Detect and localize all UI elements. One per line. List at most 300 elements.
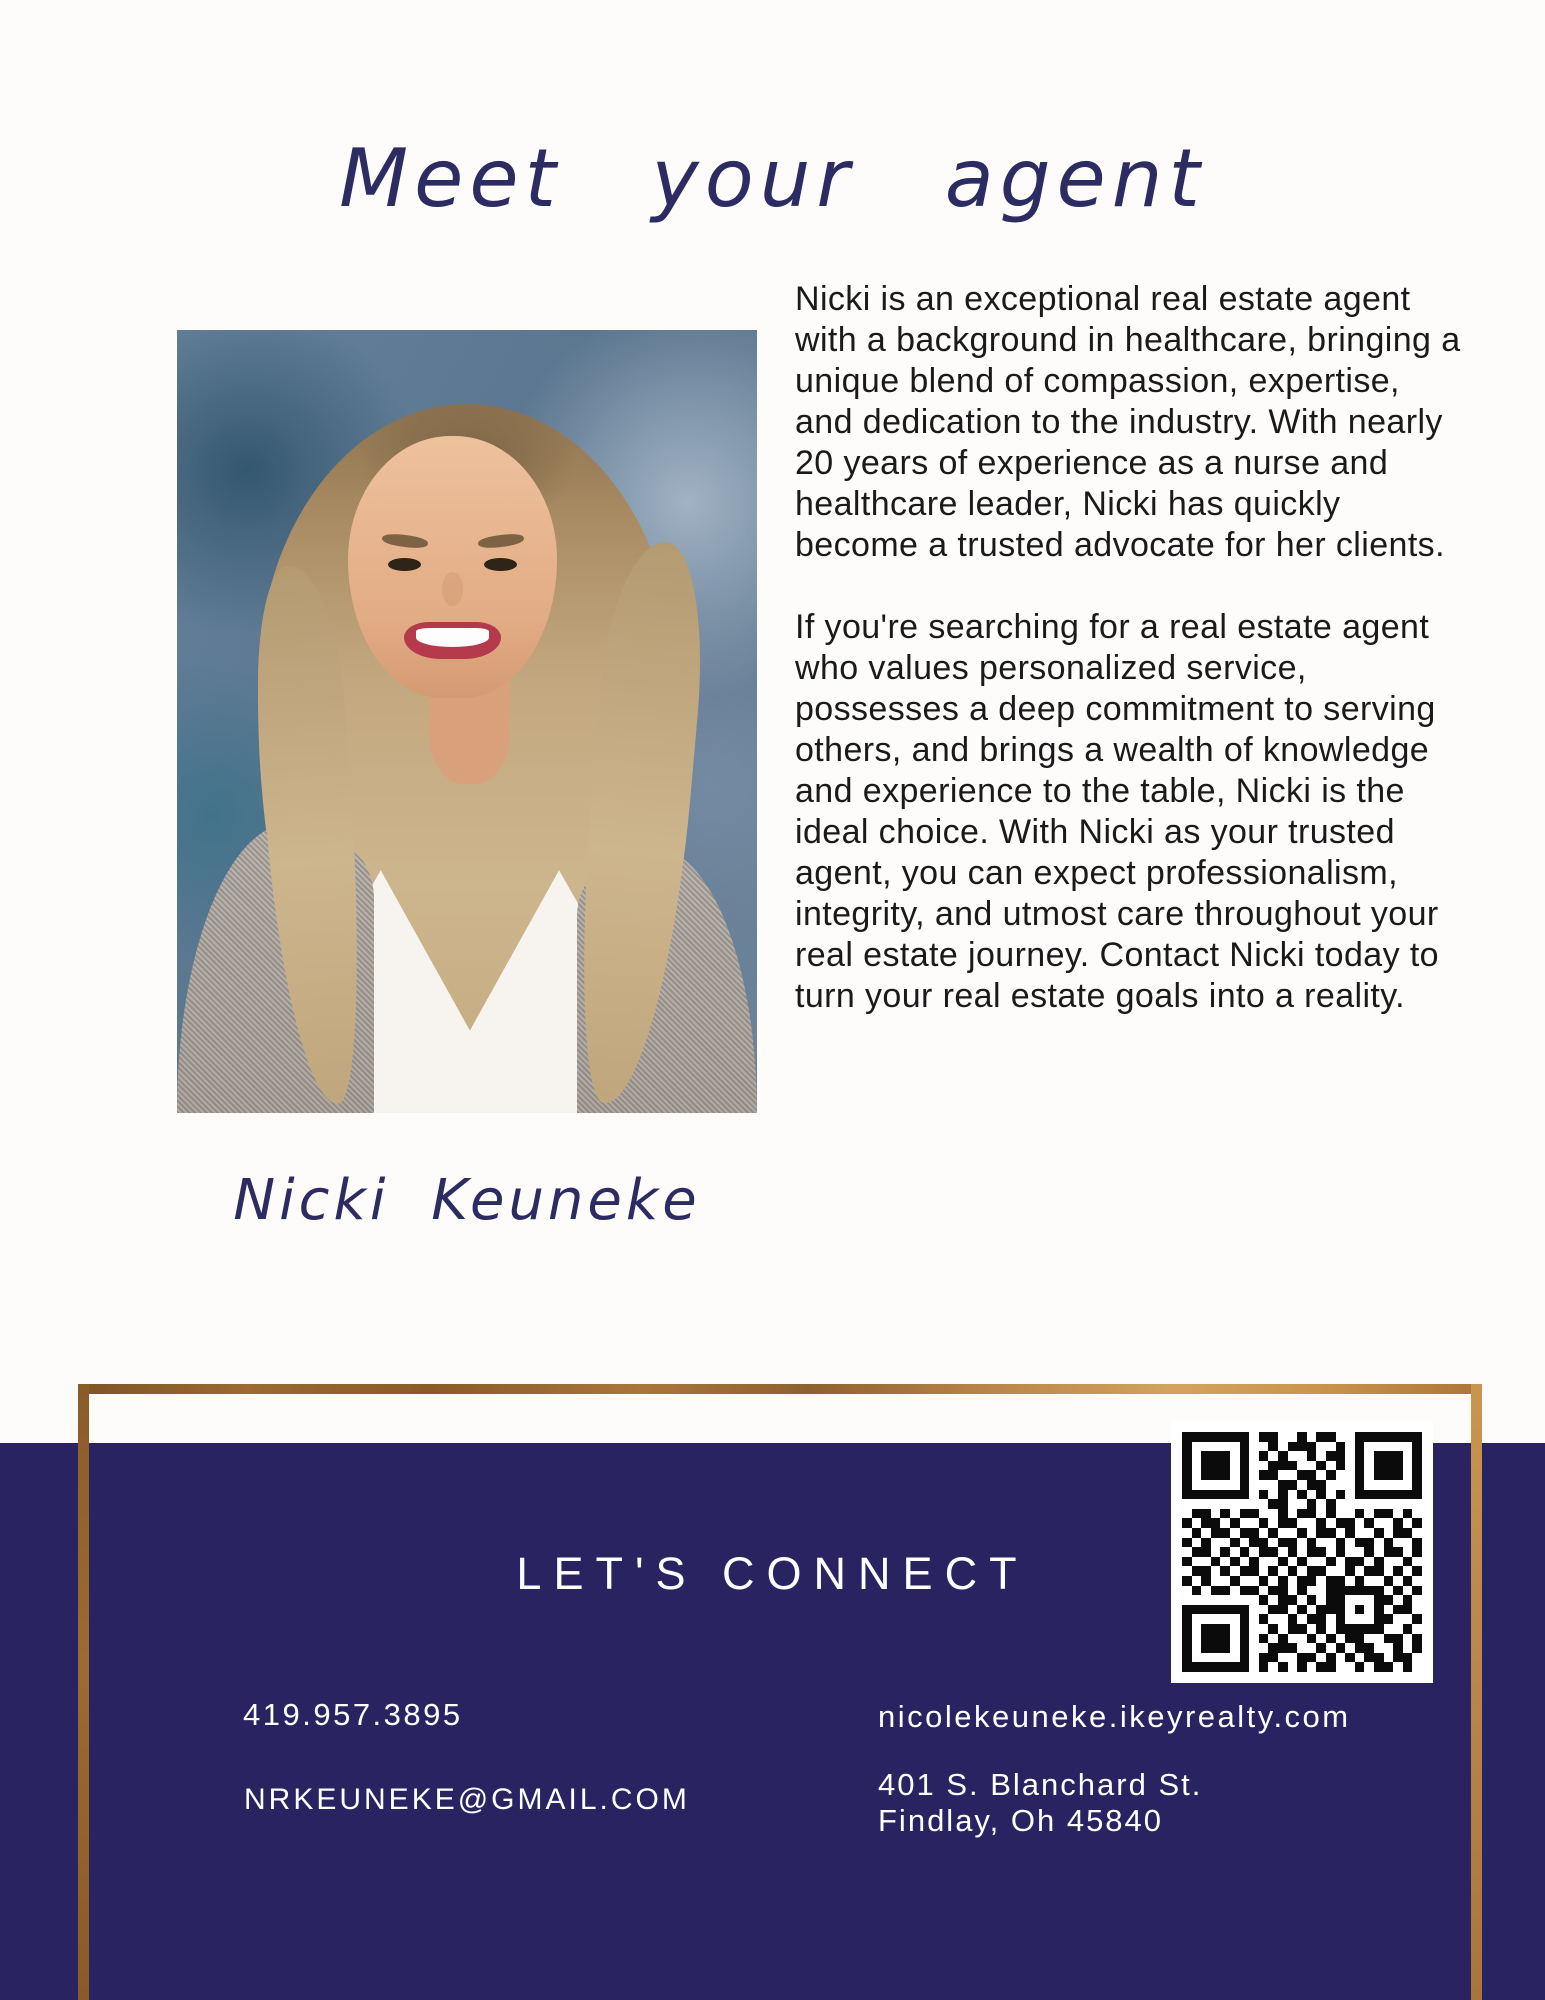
- qr-module: [1259, 1643, 1269, 1653]
- qr-module: [1288, 1624, 1298, 1634]
- qr-module: [1297, 1538, 1307, 1548]
- phone-number: 419.957.3895: [243, 1697, 463, 1732]
- qr-module: [1345, 1566, 1355, 1576]
- qr-module: [1249, 1586, 1259, 1596]
- qr-module: [1220, 1470, 1230, 1480]
- qr-module: [1384, 1566, 1394, 1576]
- qr-module: [1412, 1480, 1422, 1490]
- qr-module: [1182, 1586, 1192, 1596]
- qr-module: [1393, 1643, 1403, 1653]
- qr-module: [1364, 1662, 1374, 1672]
- qr-code: [1171, 1421, 1433, 1683]
- qr-module: [1336, 1490, 1346, 1500]
- qr-module: [1297, 1662, 1307, 1672]
- qr-module: [1384, 1480, 1394, 1490]
- qr-module: [1345, 1586, 1355, 1596]
- qr-module: [1393, 1480, 1403, 1490]
- qr-module: [1326, 1576, 1336, 1586]
- qr-module: [1230, 1557, 1240, 1567]
- qr-module: [1316, 1557, 1326, 1567]
- qr-module: [1268, 1624, 1278, 1634]
- qr-module: [1201, 1634, 1211, 1644]
- qr-module: [1307, 1643, 1317, 1653]
- qr-module: [1364, 1499, 1374, 1509]
- qr-module: [1211, 1451, 1221, 1461]
- qr-module: [1403, 1634, 1413, 1644]
- qr-module: [1201, 1528, 1211, 1538]
- qr-module: [1211, 1643, 1221, 1653]
- qr-module: [1393, 1624, 1403, 1634]
- qr-module: [1393, 1566, 1403, 1576]
- qr-module: [1201, 1653, 1211, 1663]
- qr-module: [1412, 1662, 1422, 1672]
- qr-module: [1278, 1566, 1288, 1576]
- qr-module: [1288, 1547, 1298, 1557]
- qr-module: [1384, 1624, 1394, 1634]
- qr-module: [1240, 1595, 1250, 1605]
- qr-module: [1268, 1442, 1278, 1452]
- qr-module: [1240, 1547, 1250, 1557]
- qr-module: [1297, 1576, 1307, 1586]
- qr-module: [1259, 1451, 1269, 1461]
- qr-module: [1182, 1432, 1192, 1442]
- qr-module: [1393, 1432, 1403, 1442]
- qr-module: [1240, 1662, 1250, 1672]
- portrait-eye-right: [484, 558, 517, 571]
- qr-module: [1230, 1634, 1240, 1644]
- qr-module: [1192, 1461, 1202, 1471]
- qr-module: [1393, 1442, 1403, 1452]
- gold-frame-right: [1471, 1384, 1482, 2000]
- qr-module: [1345, 1509, 1355, 1519]
- qr-module: [1355, 1614, 1365, 1624]
- qr-module: [1355, 1538, 1365, 1548]
- qr-module: [1211, 1538, 1221, 1548]
- qr-module: [1297, 1547, 1307, 1557]
- qr-module: [1240, 1576, 1250, 1586]
- qr-module: [1336, 1595, 1346, 1605]
- qr-module: [1278, 1614, 1288, 1624]
- qr-module: [1364, 1442, 1374, 1452]
- qr-module: [1307, 1634, 1317, 1644]
- qr-module: [1268, 1480, 1278, 1490]
- qr-module: [1384, 1643, 1394, 1653]
- qr-module: [1326, 1509, 1336, 1519]
- qr-module: [1268, 1643, 1278, 1653]
- qr-module: [1259, 1461, 1269, 1471]
- qr-module: [1192, 1566, 1202, 1576]
- qr-module: [1384, 1614, 1394, 1624]
- qr-module: [1278, 1653, 1288, 1663]
- qr-module: [1403, 1614, 1413, 1624]
- qr-module: [1307, 1528, 1317, 1538]
- qr-module: [1307, 1595, 1317, 1605]
- qr-module: [1364, 1432, 1374, 1442]
- qr-module: [1345, 1442, 1355, 1452]
- qr-module: [1230, 1595, 1240, 1605]
- email-address: NRKEUNEKE@GMAIL.COM: [244, 1783, 690, 1816]
- qr-module: [1249, 1499, 1259, 1509]
- qr-module: [1201, 1480, 1211, 1490]
- qr-module: [1278, 1634, 1288, 1644]
- qr-module: [1268, 1518, 1278, 1528]
- qr-module: [1316, 1662, 1326, 1672]
- qr-module: [1316, 1442, 1326, 1452]
- qr-module: [1412, 1509, 1422, 1519]
- qr-module: [1393, 1662, 1403, 1672]
- qr-module: [1393, 1547, 1403, 1557]
- qr-module: [1297, 1595, 1307, 1605]
- qr-module: [1240, 1442, 1250, 1452]
- qr-module: [1326, 1470, 1336, 1480]
- qr-module: [1326, 1595, 1336, 1605]
- qr-module: [1297, 1509, 1307, 1519]
- qr-module: [1374, 1499, 1384, 1509]
- qr-module: [1297, 1442, 1307, 1452]
- qr-module: [1240, 1528, 1250, 1538]
- qr-module: [1259, 1605, 1269, 1615]
- qr-module: [1345, 1576, 1355, 1586]
- qr-module: [1211, 1614, 1221, 1624]
- qr-module: [1297, 1557, 1307, 1567]
- qr-module: [1278, 1662, 1288, 1672]
- qr-module: [1201, 1566, 1211, 1576]
- qr-module: [1268, 1547, 1278, 1557]
- qr-module: [1307, 1470, 1317, 1480]
- qr-module: [1393, 1653, 1403, 1663]
- qr-module: [1288, 1432, 1298, 1442]
- qr-module: [1182, 1499, 1192, 1509]
- qr-module: [1192, 1509, 1202, 1519]
- qr-module: [1259, 1490, 1269, 1500]
- qr-module: [1297, 1480, 1307, 1490]
- qr-module: [1412, 1499, 1422, 1509]
- qr-module: [1345, 1518, 1355, 1528]
- qr-module: [1316, 1480, 1326, 1490]
- qr-module: [1259, 1624, 1269, 1634]
- qr-module: [1364, 1451, 1374, 1461]
- qr-module: [1345, 1470, 1355, 1480]
- qr-module: [1211, 1509, 1221, 1519]
- qr-module: [1249, 1432, 1259, 1442]
- qr-module: [1364, 1614, 1374, 1624]
- qr-module: [1201, 1499, 1211, 1509]
- qr-module: [1412, 1595, 1422, 1605]
- qr-module: [1374, 1432, 1384, 1442]
- qr-module: [1220, 1605, 1230, 1615]
- qr-module: [1259, 1432, 1269, 1442]
- qr-module: [1201, 1662, 1211, 1672]
- qr-module: [1336, 1586, 1346, 1596]
- qr-module: [1403, 1442, 1413, 1452]
- qr-module: [1249, 1576, 1259, 1586]
- qr-module: [1230, 1576, 1240, 1586]
- qr-module: [1230, 1624, 1240, 1634]
- qr-module: [1336, 1480, 1346, 1490]
- qr-module: [1249, 1451, 1259, 1461]
- qr-module: [1297, 1528, 1307, 1538]
- qr-module: [1259, 1634, 1269, 1644]
- qr-module: [1278, 1643, 1288, 1653]
- qr-module: [1364, 1595, 1374, 1605]
- qr-module: [1403, 1547, 1413, 1557]
- qr-module: [1307, 1547, 1317, 1557]
- qr-module: [1297, 1518, 1307, 1528]
- qr-module: [1307, 1432, 1317, 1442]
- qr-module: [1240, 1634, 1250, 1644]
- qr-module: [1182, 1624, 1192, 1634]
- qr-module: [1249, 1470, 1259, 1480]
- qr-module: [1412, 1614, 1422, 1624]
- qr-module: [1182, 1509, 1192, 1519]
- qr-module: [1355, 1576, 1365, 1586]
- qr-module: [1336, 1634, 1346, 1644]
- qr-module: [1240, 1566, 1250, 1576]
- qr-module: [1230, 1432, 1240, 1442]
- qr-module: [1182, 1605, 1192, 1615]
- qr-module: [1259, 1499, 1269, 1509]
- qr-module: [1211, 1547, 1221, 1557]
- qr-module: [1249, 1490, 1259, 1500]
- qr-module: [1326, 1566, 1336, 1576]
- qr-module: [1412, 1442, 1422, 1452]
- qr-module: [1364, 1470, 1374, 1480]
- qr-module: [1345, 1528, 1355, 1538]
- qr-module: [1326, 1634, 1336, 1644]
- qr-module: [1259, 1509, 1269, 1519]
- qr-module: [1403, 1451, 1413, 1461]
- qr-module: [1393, 1518, 1403, 1528]
- qr-module: [1364, 1566, 1374, 1576]
- qr-module: [1278, 1451, 1288, 1461]
- qr-module: [1345, 1547, 1355, 1557]
- qr-module: [1326, 1624, 1336, 1634]
- qr-module: [1384, 1518, 1394, 1528]
- qr-module: [1230, 1451, 1240, 1461]
- qr-module: [1182, 1614, 1192, 1624]
- qr-module: [1403, 1595, 1413, 1605]
- qr-module: [1192, 1499, 1202, 1509]
- qr-module: [1192, 1662, 1202, 1672]
- qr-module: [1307, 1538, 1317, 1548]
- qr-module: [1326, 1442, 1336, 1452]
- qr-module: [1326, 1451, 1336, 1461]
- qr-module: [1211, 1576, 1221, 1586]
- qr-module: [1412, 1576, 1422, 1586]
- qr-module: [1249, 1624, 1259, 1634]
- qr-module: [1355, 1509, 1365, 1519]
- qr-module: [1268, 1605, 1278, 1615]
- qr-module: [1201, 1614, 1211, 1624]
- qr-module: [1403, 1643, 1413, 1653]
- qr-module: [1240, 1518, 1250, 1528]
- qr-module: [1307, 1586, 1317, 1596]
- qr-module: [1288, 1605, 1298, 1615]
- qr-module: [1384, 1662, 1394, 1672]
- qr-module: [1393, 1499, 1403, 1509]
- qr-module: [1288, 1461, 1298, 1471]
- qr-module: [1288, 1566, 1298, 1576]
- qr-module: [1278, 1586, 1288, 1596]
- qr-module: [1297, 1566, 1307, 1576]
- qr-module: [1201, 1509, 1211, 1519]
- qr-module: [1230, 1586, 1240, 1596]
- qr-module: [1297, 1432, 1307, 1442]
- qr-module: [1182, 1451, 1192, 1461]
- qr-module: [1393, 1634, 1403, 1644]
- qr-module: [1355, 1557, 1365, 1567]
- qr-module: [1316, 1470, 1326, 1480]
- qr-module: [1278, 1538, 1288, 1548]
- qr-module: [1288, 1442, 1298, 1452]
- qr-module: [1240, 1451, 1250, 1461]
- qr-module: [1211, 1470, 1221, 1480]
- qr-module: [1336, 1614, 1346, 1624]
- qr-module: [1230, 1461, 1240, 1471]
- qr-module: [1249, 1538, 1259, 1548]
- qr-module: [1288, 1557, 1298, 1567]
- qr-module: [1345, 1490, 1355, 1500]
- qr-module: [1288, 1634, 1298, 1644]
- portrait-teeth: [416, 628, 489, 647]
- qr-module: [1268, 1432, 1278, 1442]
- qr-module: [1316, 1528, 1326, 1538]
- qr-module: [1182, 1566, 1192, 1576]
- qr-module: [1316, 1634, 1326, 1644]
- qr-module: [1384, 1432, 1394, 1442]
- qr-module: [1288, 1509, 1298, 1519]
- qr-module: [1201, 1490, 1211, 1500]
- qr-module: [1297, 1614, 1307, 1624]
- qr-module: [1307, 1576, 1317, 1586]
- qr-module: [1364, 1653, 1374, 1663]
- qr-module: [1268, 1528, 1278, 1538]
- qr-module: [1297, 1490, 1307, 1500]
- qr-module: [1268, 1461, 1278, 1471]
- qr-module: [1412, 1566, 1422, 1576]
- qr-module: [1182, 1480, 1192, 1490]
- qr-module: [1240, 1499, 1250, 1509]
- qr-module: [1355, 1470, 1365, 1480]
- qr-module: [1403, 1653, 1413, 1663]
- qr-module: [1278, 1480, 1288, 1490]
- qr-module: [1384, 1595, 1394, 1605]
- qr-module: [1336, 1643, 1346, 1653]
- qr-module: [1374, 1586, 1384, 1596]
- qr-module: [1297, 1499, 1307, 1509]
- qr-module: [1220, 1518, 1230, 1528]
- qr-module: [1259, 1518, 1269, 1528]
- qr-module: [1374, 1566, 1384, 1576]
- qr-module: [1393, 1538, 1403, 1548]
- qr-module: [1182, 1442, 1192, 1452]
- qr-module: [1355, 1442, 1365, 1452]
- qr-module: [1182, 1528, 1192, 1538]
- qr-module: [1268, 1538, 1278, 1548]
- qr-module: [1288, 1614, 1298, 1624]
- qr-module: [1211, 1634, 1221, 1644]
- qr-module: [1211, 1605, 1221, 1615]
- qr-module: [1393, 1586, 1403, 1596]
- qr-module: [1393, 1576, 1403, 1586]
- qr-module: [1268, 1662, 1278, 1672]
- qr-module: [1412, 1538, 1422, 1548]
- qr-module: [1278, 1605, 1288, 1615]
- qr-module: [1355, 1624, 1365, 1634]
- qr-module: [1384, 1490, 1394, 1500]
- qr-module: [1326, 1480, 1336, 1490]
- qr-module: [1249, 1480, 1259, 1490]
- qr-module: [1201, 1624, 1211, 1634]
- qr-module: [1364, 1518, 1374, 1528]
- qr-module: [1201, 1547, 1211, 1557]
- qr-module: [1192, 1451, 1202, 1461]
- qr-module: [1364, 1538, 1374, 1548]
- qr-module: [1192, 1586, 1202, 1596]
- qr-module: [1182, 1643, 1192, 1653]
- qr-module: [1249, 1595, 1259, 1605]
- qr-module: [1336, 1518, 1346, 1528]
- qr-module: [1220, 1624, 1230, 1634]
- qr-module: [1259, 1566, 1269, 1576]
- qr-module: [1345, 1653, 1355, 1663]
- qr-module: [1201, 1442, 1211, 1452]
- qr-module: [1211, 1662, 1221, 1672]
- qr-module: [1384, 1451, 1394, 1461]
- qr-module: [1192, 1538, 1202, 1548]
- qr-module: [1384, 1586, 1394, 1596]
- qr-module: [1278, 1624, 1288, 1634]
- qr-module: [1211, 1653, 1221, 1663]
- portrait-eyebrow-right: [477, 533, 524, 550]
- qr-module: [1249, 1643, 1259, 1653]
- qr-module: [1403, 1538, 1413, 1548]
- qr-module: [1412, 1470, 1422, 1480]
- qr-module: [1355, 1662, 1365, 1672]
- qr-module: [1249, 1566, 1259, 1576]
- qr-module: [1268, 1451, 1278, 1461]
- qr-module: [1220, 1634, 1230, 1644]
- qr-module: [1384, 1528, 1394, 1538]
- qr-module: [1316, 1653, 1326, 1663]
- qr-module: [1230, 1643, 1240, 1653]
- portrait-face: [348, 436, 557, 698]
- qr-module: [1230, 1480, 1240, 1490]
- qr-module: [1259, 1470, 1269, 1480]
- qr-module: [1240, 1605, 1250, 1615]
- qr-module: [1182, 1662, 1192, 1672]
- qr-module: [1230, 1547, 1240, 1557]
- qr-module: [1288, 1518, 1298, 1528]
- qr-module: [1211, 1528, 1221, 1538]
- qr-module: [1355, 1490, 1365, 1500]
- qr-module: [1240, 1432, 1250, 1442]
- qr-module: [1278, 1499, 1288, 1509]
- qr-module: [1326, 1547, 1336, 1557]
- qr-module: [1259, 1576, 1269, 1586]
- qr-module: [1336, 1442, 1346, 1452]
- qr-module: [1240, 1624, 1250, 1634]
- qr-module: [1355, 1528, 1365, 1538]
- qr-module: [1278, 1595, 1288, 1605]
- qr-module: [1192, 1442, 1202, 1452]
- qr-module: [1384, 1442, 1394, 1452]
- qr-module: [1182, 1490, 1192, 1500]
- qr-module: [1403, 1470, 1413, 1480]
- qr-module: [1297, 1624, 1307, 1634]
- qr-module: [1230, 1499, 1240, 1509]
- qr-module: [1374, 1547, 1384, 1557]
